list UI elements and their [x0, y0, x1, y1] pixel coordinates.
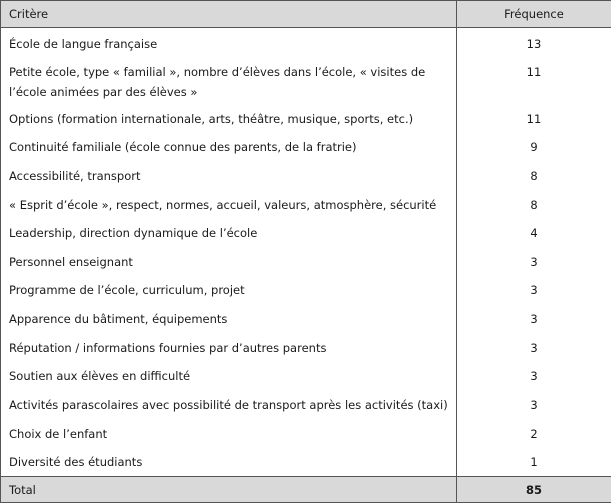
criterion-cell: Réputation / informations fournies par d’autres parents: [1, 333, 457, 362]
criterion-cell: Choix de l’enfant: [1, 419, 457, 448]
criterion-cell: Continuité familiale (école connue des parents, de la fratrie): [1, 133, 457, 162]
table-row: [1, 56, 611, 104]
header-frequency: Fréquence: [457, 1, 611, 28]
criterion-cell: Programme de l’école, curriculum, projet: [1, 276, 457, 305]
frequency-cell: 8: [457, 190, 611, 219]
header-criterion: Critère: [1, 1, 457, 28]
criterion-cell: Personnel enseignant: [1, 247, 457, 276]
frequency-cell: 3: [457, 391, 611, 420]
frequency-cell: 13: [457, 28, 611, 57]
criterion-cell: « Esprit d’école », respect, normes, accueil, valeurs, atmosphère, sécurité: [1, 190, 457, 219]
table-row: [1, 362, 611, 391]
frequency-cell: 3: [457, 305, 611, 334]
frequency-cell: 9: [457, 133, 611, 162]
frequency-cell: 11: [457, 104, 611, 133]
table-row: [1, 162, 611, 191]
criterion-cell: Petite école, type « familial », nombre d’élèves dans l’école, « visites de l’école animées par des élèves »: [1, 56, 457, 104]
frequency-cell: 3: [457, 276, 611, 305]
criterion-cell: Diversité des étudiants: [1, 448, 457, 477]
criterion-cell: Leadership, direction dynamique de l’école: [1, 219, 457, 248]
table-row: [1, 305, 611, 334]
table-row: [1, 28, 611, 57]
table-total-row: [1, 477, 611, 503]
table-row: [1, 133, 611, 162]
frequency-cell: 11: [457, 56, 611, 104]
criterion-cell: Activités parascolaires avec possibilité de transport après les activités (taxi): [1, 391, 457, 420]
table-row: [1, 419, 611, 448]
criterion-cell: Soutien aux élèves en difficulté: [1, 362, 457, 391]
frequency-cell: 1: [457, 448, 611, 477]
table-row: [1, 104, 611, 133]
frequency-cell: 3: [457, 247, 611, 276]
table-row: [1, 333, 611, 362]
frequency-cell: 4: [457, 219, 611, 248]
table-row: [1, 219, 611, 248]
table-row: [1, 247, 611, 276]
table-row: [1, 190, 611, 219]
total-label: Total: [1, 477, 457, 503]
table-header-row: [1, 1, 611, 28]
frequency-cell: 3: [457, 362, 611, 391]
criterion-cell: Apparence du bâtiment, équipements: [1, 305, 457, 334]
table-row: [1, 276, 611, 305]
table-row: [1, 448, 611, 477]
frequency-cell: 2: [457, 419, 611, 448]
frequency-cell: 8: [457, 162, 611, 191]
criterion-cell: École de langue française: [1, 28, 457, 57]
criterion-cell: Accessibilité, transport: [1, 162, 457, 191]
table-row: [1, 391, 611, 420]
frequency-cell: 3: [457, 333, 611, 362]
criterion-cell: Options (formation internationale, arts, théâtre, musique, sports, etc.): [1, 104, 457, 133]
total-value: 85: [457, 477, 611, 503]
